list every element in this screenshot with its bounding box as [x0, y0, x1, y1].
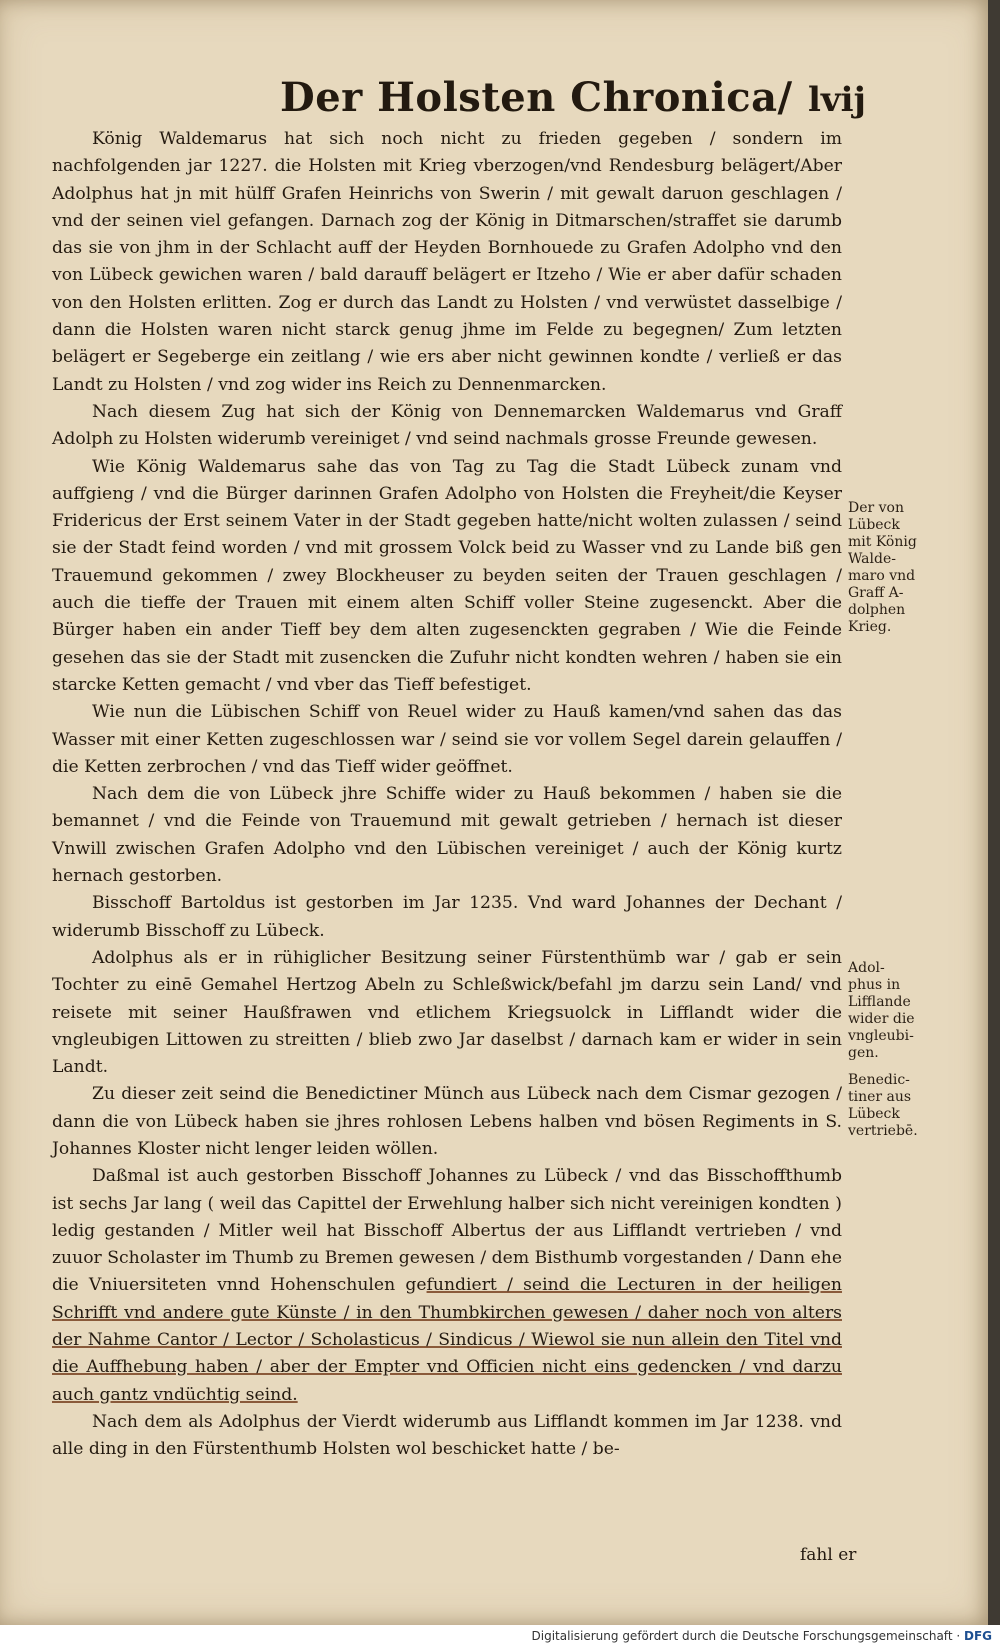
paragraph: Nach dem als Adolphus der Vierdt widerumb aus Lifflandt kommen im Jar 1238. vnd alle ding in den Fürstenthumb Holsten wol beschicket hatte / be- [52, 1411, 842, 1460]
paragraph: Zu dieser zeit seind die Benedictiner Münch aus Lübeck nach dem Cismar gezogen / dann die von Lübeck haben sie jhres rohlosen Lebens halben vnd bösen Regiments in S. Johannes Kloster nicht lenger leiden wöllen. [52, 1084, 842, 1159]
paragraph: König Waldemarus hat sich noch nicht zu frieden gegeben / sondern im nachfolgenden jar 1227. die Holsten mit Krieg vberzogen/vnd Rendesburg belägert/Aber Adolphus hat jn mit hülff Grafen Heinrichs von Swerin / mit gewalt daruon geschlagen / vnd der seinen viel gefangen. Darnach zog der König in Ditmarschen/straffet sie darumb das sie von jhm in der Schlacht auff der Heyden Bornhouede zu Grafen Adolpho vnd den von Lübeck gewichen waren / bald darauff belägert er Itzeho / Wie er aber dafür schaden von den Holsten erlitten. Zog er durch das Landt zu Holsten / vnd verwüstet dasselbige / dann die Holsten waren nicht starck genug jhme im Felde zu begegnen/ Zum letzten belägert er Segeberge ein zeitlang / wie ers aber nicht gewinnen kondte / verließ er das Landt zu Holsten / vnd zog wider ins Reich zu Dennenmarcken. [52, 129, 842, 395]
margin-note: Der von Lübeck mit König Walde- maro vnd Graff A- dolphen Krieg. [848, 500, 917, 635]
dfg-logo-icon: DFG [963, 1629, 992, 1643]
paragraph: Nach dem die von Lübeck jhre Schiffe wider zu Hauß bekommen / haben sie die bemannet / vnd die Feinde von Trauemund mit gewalt getrieben / hernach ist dieser Vnwill zwischen Grafen Adolpho vnd den Lübischen vereiniget / auch der König kurtz hernach gestorben. [52, 784, 842, 887]
catchword: fahl er [800, 1545, 857, 1565]
main-text [52, 126, 842, 1464]
paragraph: Wie nun die Lübischen Schiff von Reuel wider zu Hauß kamen/vnd sahen das das Wasser mit einer Ketten zugeschlossen war / seind sie vor vollem Segel darein gelauffen / die Ketten zerbrochen / vnd das Tieff wider geöffnet. [52, 702, 842, 777]
paragraph: Wie König Waldemarus sahe das von Tag zu Tag die Stadt Lübeck zunam vnd auffgieng / vnd die Bürger darinnen Grafen Adolpho von Holsten die Freyheit/die Keyser Fridericus der Erst seinem Vater in der Stadt gegeben hatte/nicht wolten zulassen / seind sie der Stadt feind worden / vnd mit grossem Volck beid zu Wasser vnd zu Lande biß gen Trauemund gekommen / zwey Blockheuser zu beyden seiten der Trauen geschlagen / auch die tieffe der Trauen mit einem alten Schiff voller Steine zugesenckt. Aber die Bürger haben ein ander Tieff bey dem alten zugesenckten gegraben / Wie die Feinde gesehen das sie der Stadt mit zusencken die Zufuhr nicht kondten wehren / haben sie ein starcke Ketten gemacht / vnd vber das Tieff befestiget. [52, 456, 842, 695]
paragraph: Adolphus als er in rühiglicher Besitzung seiner Fürstenthümb war / gab er sein Tochter zu einē Gemahel Hertzog Abeln zu Schleßwick/befahl jm darzu sein Land/ vnd reisete mit seiner Haußfrawen vnd etlichem Kriegsuolck in Lifflandt wider die vngleubigen Littowen zu streitten / blieb zwo Jar daselbst / darnach kam er wider in sein Landt. [52, 947, 842, 1078]
paragraph: Bisschoff Bartoldus ist gestorben im Jar 1235. Vnd ward Johannes der Dechant / widerumb Bisschoff zu Lübeck. [52, 893, 842, 941]
underlined-passage: fundiert / seind die Lecturen in der heiligen Schrifft vnd andere gute Künste / in den Thumbkirchen gewesen / daher noch von alters der Nahme Cantor / Lector / Scholasticus / Sindicus / Wiewol sie nun allein den Titel vnd die Auffhebung haben / aber der Empter vnd Officien nicht eins gedencken / vnd darzu auch gantz vndüchtig seind. [52, 1275, 843, 1405]
paragraph-text: Daßmal ist auch gestorben Bisschoff Johannes zu Lübeck / vnd das Bisschoffthumb ist sechs Jar lang ( weil das Capittel der Erwehlung halber sich nicht vereinigen kondten ) ledig gestanden / Mitler weil hat Bisschoff Albertus der aus Lifflandt vertrieben / vnd zuuor Scholaster im Thumb zu Bremen gewesen / dem Bisthumb vorgestanden / Dann ehe die Vniuersiteten vnnd Hohenschulen ge [52, 1166, 842, 1296]
footer-bar [0, 1625, 1000, 1651]
page-header [0, 74, 990, 134]
credit-text: Digitalisierung gefördert durch die Deutsche Forschungsgemeinschaft · [531, 1629, 961, 1643]
page-edge [988, 0, 1000, 1625]
folio-number: lvij [808, 80, 866, 120]
digitization-credit [532, 1629, 992, 1643]
running-title: Der Holsten Chronica/ [280, 74, 793, 121]
paragraph: Nach diesem Zug hat sich der König von Dennemarcken Waldemarus vnd Graff Adolph zu Holsten widerumb vereiniget / vnd seind nachmals grosse Freunde gewesen. [52, 401, 842, 450]
paragraph [52, 1163, 842, 1409]
margin-note: Benedic- tiner aus Lübeck vertriebē. [848, 1072, 918, 1139]
margin-note: Adol- phus in Lifflande wider die vngleubi- gen. [848, 960, 915, 1061]
